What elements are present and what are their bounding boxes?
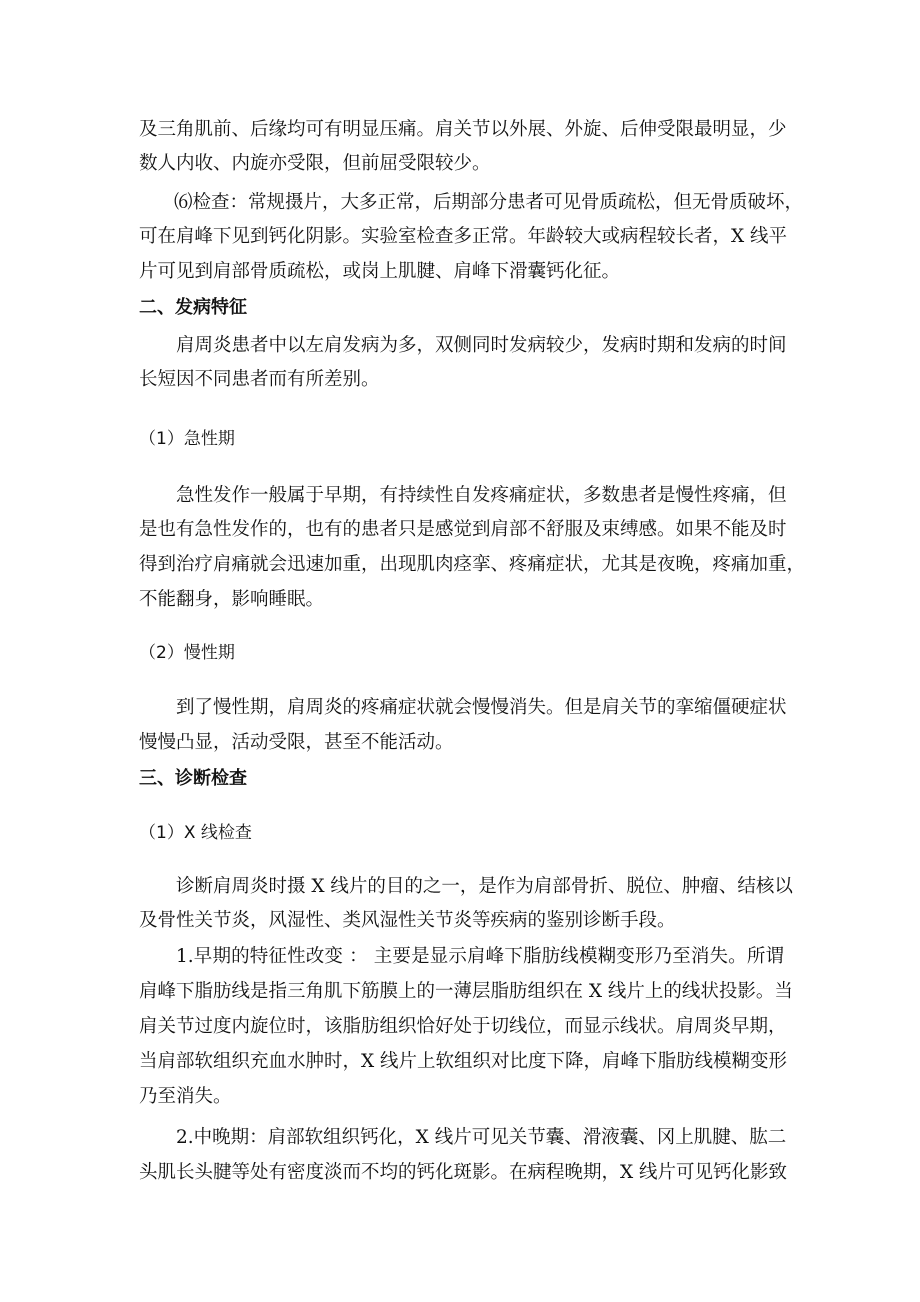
subsection-heading: （1）X 线检查 [139,823,252,843]
paragraph-line: 数人内收、内旋亦受限，但前屈受限较少。 [139,153,491,174]
section-heading: 二、发病特征 [139,297,247,318]
paragraph-line: 及三角肌前、后缘均可有明显压痛。肩关节以外展、外旋、后伸受限最明显，少 [139,119,787,140]
paragraph-line: 可在肩峰下见到钙化阴影。实验室检查多正常。年龄较大或病程较长者，X 线平 [139,226,788,247]
paragraph-line: 1.早期的特征性改变 ： 主要是显示肩峰下脂肪线模糊变形乃至消失。所谓 [176,946,784,967]
subsection-heading: （1）急性期 [139,429,235,449]
paragraph-line: 2.中晚期：肩部软组织钙化，X 线片可见关节囊、滑液囊、冈上肌腱、肱二 [176,1127,787,1148]
paragraph-line: 乃至消失。 [139,1086,232,1107]
paragraph-line: 诊断肩周炎时摄 X 线片的目的之一，是作为肩部骨折、脱位、肿瘤、结核以 [176,876,793,897]
section-heading: 三、诊断检查 [139,768,247,789]
paragraph-line: 长短因不同患者而有所差别。 [139,369,380,390]
paragraph-line: 急性发作一般属于早期，有持续性自发疼痛症状，多数患者是慢性疼痛，但 [176,485,787,506]
paragraph-line: 肩峰下脂肪线是指三角肌下筋膜上的一薄层脂肪组织在 X 线片上的线状投影。当 [139,981,793,1002]
subsection-heading: （2）慢性期 [139,643,235,663]
paragraph-line: 头肌长头腱等处有密度淡而不均的钙化斑影。在病程晚期，X 线片可见钙化影致 [139,1162,788,1183]
paragraph-line: 片可见到肩部骨质疏松，或岗上肌腱、肩峰下滑囊钙化征。 [139,261,621,282]
paragraph-line: 当肩部软组织充血水肿时，X 线片上软组织对比度下降，肩峰下脂肪线模糊变形 [139,1051,788,1072]
paragraph-line: 及骨性关节炎，风湿性、类风湿性关节炎等疾病的鉴别诊断手段。 [139,910,676,931]
paragraph-line: ⑹检查：常规摄片，大多正常，后期部分患者可见骨质疏松，但无骨质破坏， [174,192,804,213]
paragraph-line: 肩关节过度内旋位时，该脂肪组织恰好处于切线位，而显示线状。肩周炎早期， [139,1016,787,1037]
paragraph-line: 慢慢凸显，活动受限，甚至不能活动。 [139,732,454,753]
paragraph-line: 肩周炎患者中以左肩发病为多，双侧同时发病较少，发病时期和发病的时间 [176,335,787,356]
paragraph-line: 不能翻身，影响睡眠。 [139,589,325,610]
paragraph-line: 是也有急性发作的，也有的患者只是感觉到肩部不舒服及束缚感。如果不能及时 [139,519,787,540]
paragraph-line: 得到治疗肩痛就会迅速加重，出现肌肉痉挛、疼痛症状，尤其是夜晚，疼痛加重， [139,554,806,575]
paragraph-line: 到了慢性期，肩周炎的疼痛症状就会慢慢消失。但是肩关节的挛缩僵硬症状 [176,697,787,718]
